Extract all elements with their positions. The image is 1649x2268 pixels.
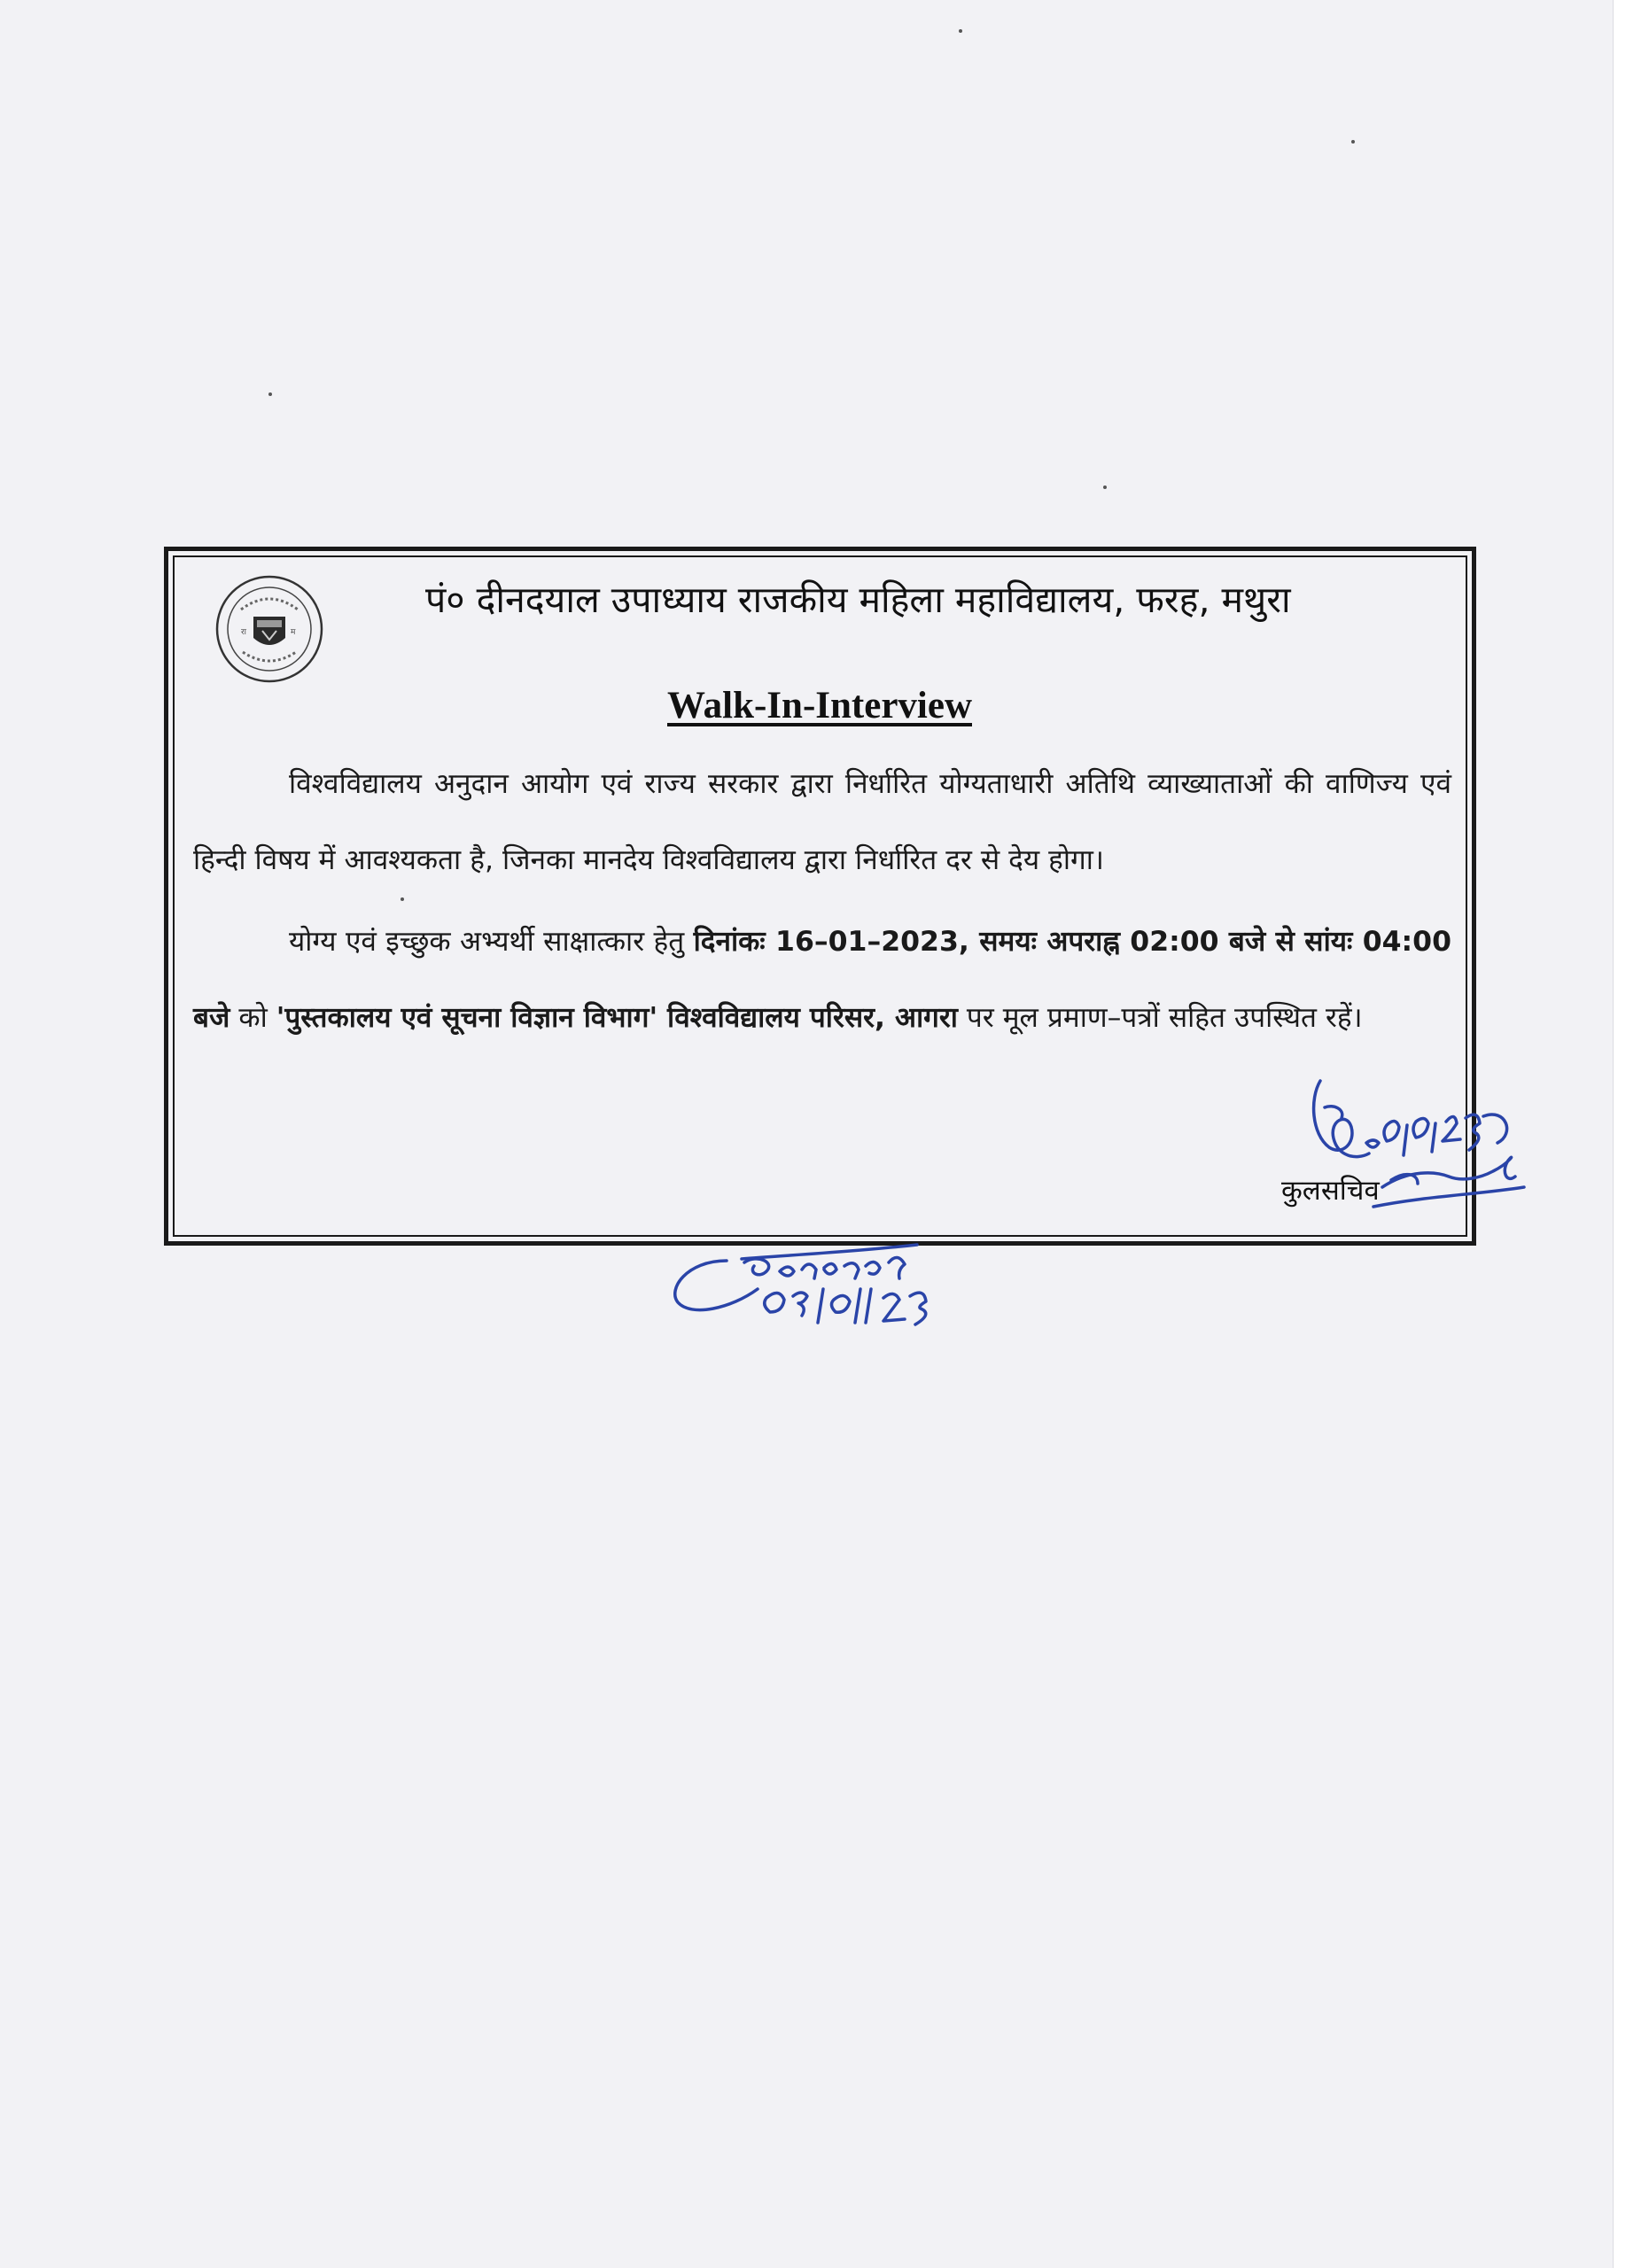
dust-speck (1351, 140, 1355, 144)
dust-speck (959, 29, 962, 33)
para2-text: योग्य एवं इच्छुक अभ्यर्थी साक्षात्कार हेतु (289, 926, 694, 958)
interview-date-time: दिनांकः 16–01–2023, समयः अपराह्न 02:00 बजे से सांयः 04:00 बजे (193, 926, 1451, 1034)
dust-speck (1103, 485, 1107, 489)
college-seal-icon (214, 574, 324, 684)
dust-speck (268, 392, 272, 396)
registrar-designation: कुलसचिव (1281, 1175, 1380, 1207)
countersignature-icon (660, 1236, 975, 1333)
scanner-edge (1613, 0, 1649, 2268)
para2-text: पर मूल प्रमाण–पत्रों सहित उपस्थित रहें। (957, 1002, 1363, 1034)
college-name: पं० दीनदयाल उपाध्याय राजकीय महिला महाविद्यालय, फरह, मथुरा (425, 579, 1291, 621)
page-title: Walk-In-Interview (667, 685, 972, 726)
interview-venue: 'पुस्तकालय एवं सूचना विज्ञान विभाग' विश्वविद्यालय परिसर, आगरा (276, 1002, 958, 1034)
notice-paragraph-2 (193, 904, 1451, 1056)
registrar-signature-icon (1303, 1072, 1533, 1240)
para2-text: को (229, 1002, 276, 1034)
notice-paragraph-1: विश्वविद्यालय अनुदान आयोग एवं राज्य सरकार द्वारा निर्धारित योग्यताधारी अतिथि व्याख्याताओं की वाणिज्य एवं हिन्दी विषय में आवश्यकता है, जिनका मानदेय विश्वविद्यालय द्वारा निर्धारित दर से देय होगा। (193, 768, 1451, 876)
svg-text:रा: रा (241, 628, 247, 637)
svg-text:म: म (291, 628, 296, 637)
